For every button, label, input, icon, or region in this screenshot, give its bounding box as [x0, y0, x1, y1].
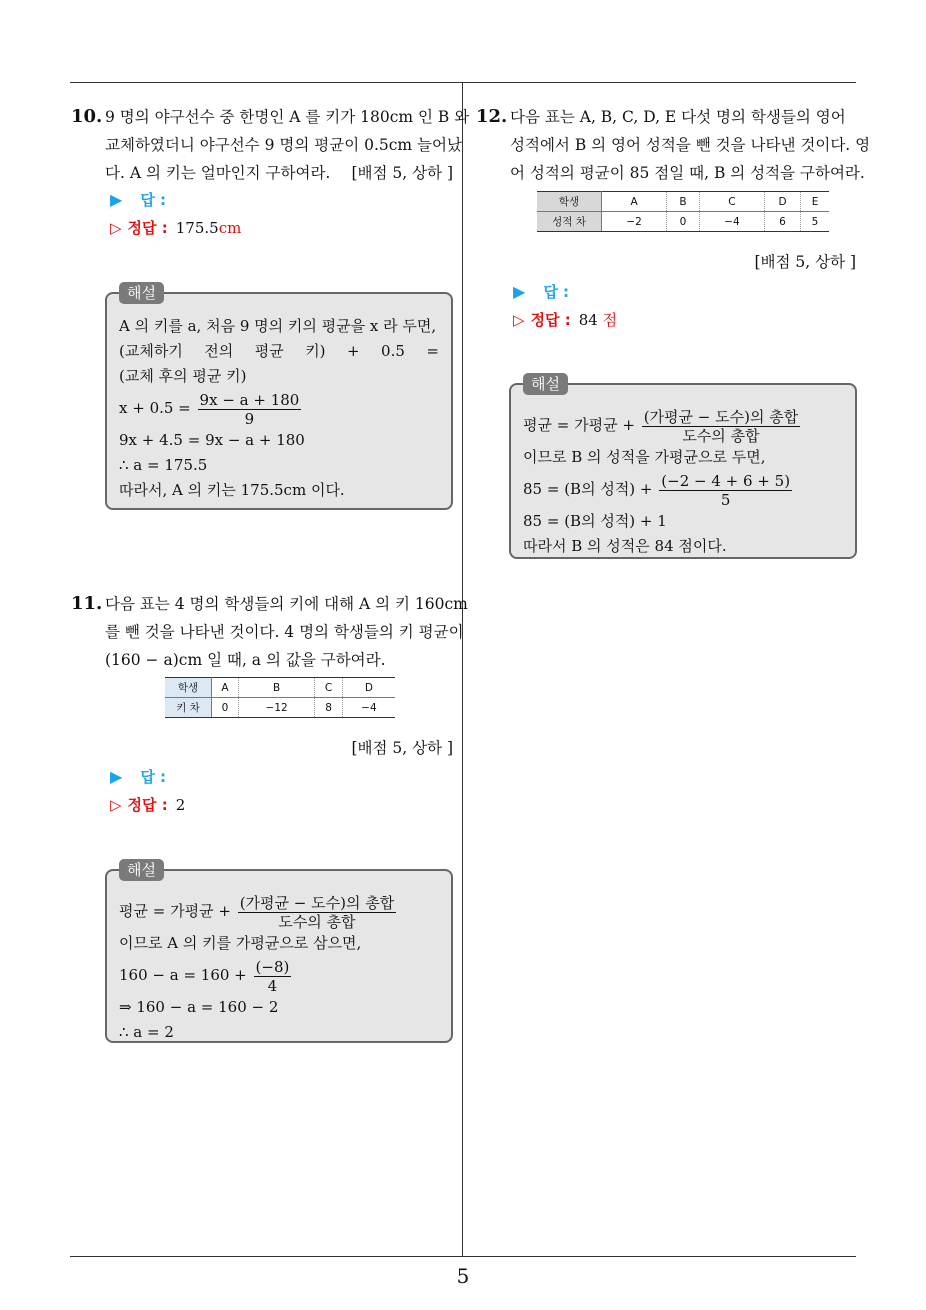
fraction-numerator: 9x − a + 180 — [199, 390, 300, 409]
fraction — [198, 391, 302, 428]
table-cell: 0 — [212, 698, 239, 718]
table-cell: B — [238, 678, 314, 698]
correct-label: 정답 : — [530, 311, 571, 329]
question-11 — [71, 590, 468, 674]
solution-line: ⇒ 160 − a = 160 − 2 — [119, 997, 279, 1016]
points-label: [배점 5, 상하 ] — [351, 164, 453, 182]
equation-lhs: 평균 = 가평균 + — [523, 416, 635, 434]
fraction-denominator: 9 — [244, 409, 255, 428]
solution-line: 따라서, A 의 키는 175.5cm 이다. — [119, 480, 345, 499]
solution-box — [509, 375, 857, 559]
solution-line: A 의 키를 a, 처음 9 명의 키의 평균을 x 라 두면, — [119, 317, 437, 335]
solution-line — [119, 389, 439, 428]
solution-word: 전의 — [204, 342, 234, 360]
page-number: 5 — [456, 1264, 470, 1288]
table-header-cell: 키 차 — [165, 698, 212, 718]
question-number: 11. — [71, 593, 103, 614]
fraction-denominator: 5 — [720, 490, 731, 509]
question-text-line: 교체하였더니 야구선수 9 명의 평균이 0.5cm 늘어났 — [105, 136, 462, 154]
solution-line — [119, 956, 439, 995]
solution-line: (교체 후의 평균 키) — [119, 367, 247, 385]
table-row — [165, 698, 395, 718]
equation-lhs: 85 = (B의 성적) + — [523, 480, 653, 498]
answer-label: 답 : — [543, 283, 570, 301]
correct-value: 84 — [578, 311, 598, 329]
question-number: 12. — [476, 106, 508, 127]
solution-line: 이므로 B 의 성적을 가평균으로 두면, — [523, 448, 766, 466]
fraction — [254, 958, 292, 995]
bottom-rule — [70, 1256, 856, 1257]
solution-word: (교체하기 — [119, 342, 183, 360]
answer-line — [110, 189, 166, 210]
fraction — [659, 472, 792, 509]
points-label: [배점 5, 상하 ] — [754, 253, 856, 271]
fraction — [238, 894, 397, 931]
answer-label: 답 : — [140, 191, 167, 209]
correct-unit: 점 — [602, 311, 618, 329]
question-10 — [71, 103, 470, 187]
question-text-line: 를 뺀 것을 나타낸 것이다. 4 명의 학생들의 키 평균이 — [105, 623, 464, 641]
column-divider — [462, 83, 463, 1256]
solution-line — [523, 470, 843, 509]
question-12 — [476, 103, 871, 187]
solution-tag: 해설 — [119, 282, 164, 304]
fraction-numerator: (−8) — [255, 957, 290, 976]
solution-line: 85 = (B의 성적) + 1 — [523, 511, 667, 530]
fraction-numerator: (가평균 − 도수)의 총합 — [643, 407, 799, 426]
solution-line: ∴ a = 2 — [119, 1022, 174, 1041]
correct-label: 정답 : — [127, 219, 168, 237]
correct-value: 175.5 — [175, 219, 219, 237]
table-row — [165, 678, 395, 698]
correct-label: 정답 : — [127, 796, 168, 814]
solution-line: 따라서 B 의 성적은 84 점이다. — [523, 536, 727, 555]
play-triangle-icon: ▶ — [110, 190, 123, 209]
play-triangle-icon: ▶ — [110, 767, 123, 786]
question-number: 10. — [71, 106, 103, 127]
table-cell: −4 — [342, 698, 395, 718]
fraction-denominator: 도수의 총합 — [278, 912, 356, 931]
points-label: [배점 5, 상하 ] — [351, 739, 453, 757]
table-header-cell: 성적 차 — [537, 212, 602, 232]
solution-word: 0.5 — [381, 342, 405, 360]
score-difference-table — [537, 191, 829, 232]
table-cell: B — [667, 192, 700, 212]
solution-line: 9x + 4.5 = 9x − a + 180 — [119, 430, 305, 449]
question-text-line: 어 성적의 평균이 85 점일 때, B 의 성적을 구하여라. — [510, 164, 865, 182]
equation-lhs: 평균 = 가평균 + — [119, 902, 231, 920]
height-difference-table — [165, 677, 395, 718]
table-cell: −12 — [238, 698, 314, 718]
fraction-numerator: (−2 − 4 + 6 + 5) — [661, 471, 791, 490]
table-cell: 6 — [765, 212, 801, 232]
correct-value: 2 — [175, 796, 186, 814]
equation-lhs: x + 0.5 = — [119, 399, 191, 417]
question-text-line: 성적에서 B 의 영어 성적을 뺀 것을 나타낸 것이다. 영 — [510, 136, 871, 154]
answer-line — [513, 281, 569, 302]
table-cell: A — [212, 678, 239, 698]
equation-lhs: 160 − a = 160 + — [119, 966, 247, 984]
table-header-cell: 학생 — [537, 192, 602, 212]
table-header-cell: 학생 — [165, 678, 212, 698]
table-cell: E — [801, 192, 829, 212]
table-cell: −2 — [602, 212, 667, 232]
fraction-numerator: (가평균 − 도수)의 총합 — [239, 893, 395, 912]
solution-word: + — [347, 342, 360, 360]
solution-line — [523, 405, 843, 445]
correct-answer-line — [110, 794, 185, 815]
solution-line: 이므로 A 의 키를 가평균으로 삼으면, — [119, 934, 362, 952]
table-cell: −4 — [699, 212, 764, 232]
correct-answer-line — [110, 217, 241, 238]
question-text-line: (160 − a)cm 일 때, a 의 값을 구하여라. — [105, 651, 386, 669]
correct-unit: cm — [218, 219, 242, 237]
top-rule — [70, 82, 856, 83]
fraction-denominator: 도수의 총합 — [682, 426, 760, 445]
table-cell: 0 — [667, 212, 700, 232]
solution-word: = — [426, 342, 439, 360]
table-cell: 8 — [315, 698, 342, 718]
outline-triangle-icon: ▷ — [110, 796, 122, 814]
answer-label: 답 : — [140, 768, 167, 786]
solution-box — [105, 284, 453, 510]
table-cell: A — [602, 192, 667, 212]
table-cell: 5 — [801, 212, 829, 232]
play-triangle-icon: ▶ — [513, 282, 526, 301]
solution-line — [119, 891, 439, 931]
table-cell: C — [315, 678, 342, 698]
answer-line — [110, 766, 166, 787]
table-row — [537, 192, 829, 212]
solution-box — [105, 861, 453, 1043]
table-cell: C — [699, 192, 764, 212]
solution-word: 키) — [305, 342, 326, 360]
question-text-line: 다. A 의 키는 얼마인지 구하여라. — [105, 164, 331, 182]
table-cell: D — [342, 678, 395, 698]
correct-answer-line — [513, 309, 617, 330]
solution-tag: 해설 — [119, 859, 164, 881]
question-text-line: 다음 표는 A, B, C, D, E 다섯 명의 학생들의 영어 — [510, 108, 846, 126]
outline-triangle-icon: ▷ — [513, 311, 525, 329]
question-text-line: 9 명의 야구선수 중 한명인 A 를 키가 180cm 인 B 와 — [105, 108, 470, 126]
outline-triangle-icon: ▷ — [110, 219, 122, 237]
table-cell: D — [765, 192, 801, 212]
fraction-denominator: 4 — [267, 976, 278, 995]
solution-tag: 해설 — [523, 373, 568, 395]
solution-line — [119, 339, 439, 364]
solution-line: ∴ a = 175.5 — [119, 455, 208, 474]
question-text-line: 다음 표는 4 명의 학생들의 키에 대해 A 의 키 160cm — [105, 595, 468, 613]
table-row — [537, 212, 829, 232]
fraction — [642, 408, 801, 445]
solution-word: 평균 — [254, 342, 284, 360]
